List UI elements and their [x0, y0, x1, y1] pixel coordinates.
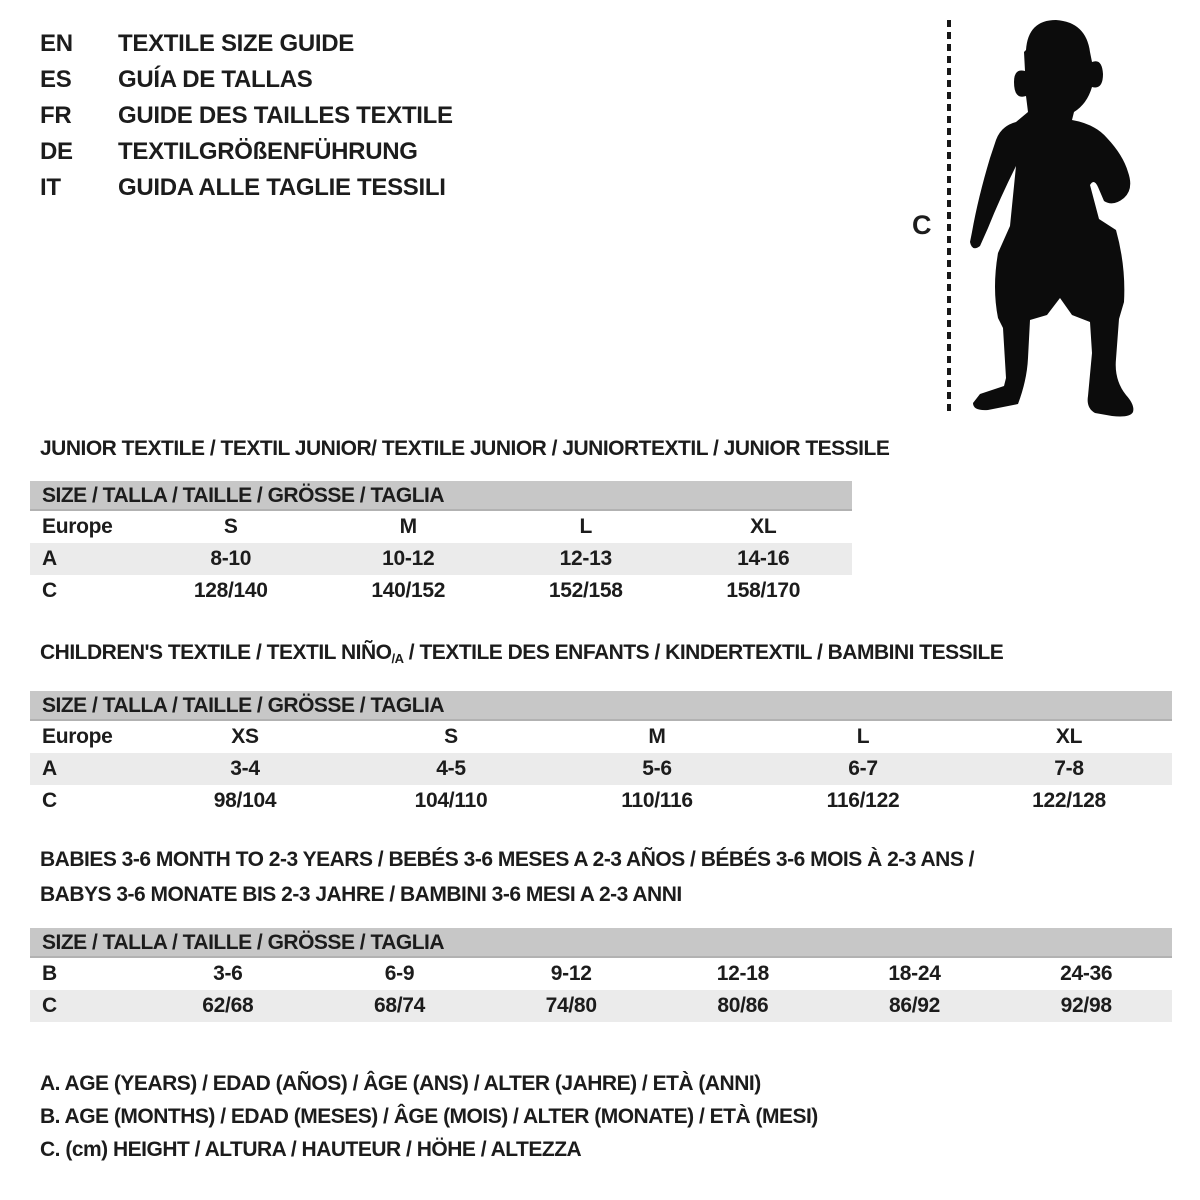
height-value: 104/110: [414, 789, 488, 812]
size-value: XS: [231, 725, 259, 748]
table-row-children-age: [30, 753, 1172, 785]
legend-age-years: A. AGE (YEARS) / EDAD (AÑOS) / ÂGE (ANS) / ALTER (JAHRE) / ETÀ (ANNI): [40, 1072, 761, 1095]
size-value: M: [648, 725, 666, 748]
lang-row-it: [40, 170, 453, 206]
junior-size-table: [30, 481, 852, 607]
lang-code-fr: FR: [40, 102, 72, 129]
age-months-value: 6-9: [384, 962, 415, 985]
junior-size-header-row: SIZE / TALLA / TAILLE / GRÖSSE / TAGLIA: [30, 481, 852, 511]
height-value: 122/128: [1032, 789, 1106, 812]
row-label: A: [42, 757, 57, 780]
height-value: 152/158: [548, 579, 623, 602]
lang-label-de: TEXTILGRÖßENFÜHRUNG: [118, 138, 418, 165]
size-value: L: [856, 725, 870, 748]
row-label: A: [42, 547, 57, 570]
size-value: XL: [1055, 725, 1083, 748]
toddler-silhouette-icon: [968, 18, 1138, 418]
table-row-junior-europe: [30, 511, 852, 543]
table-row-children-height: [30, 785, 1172, 817]
row-label: Europe: [42, 515, 113, 538]
lang-code-it: IT: [40, 174, 61, 201]
table-row-children-europe: [30, 721, 1172, 753]
lang-row-fr: [40, 98, 453, 134]
height-value: 128/140: [193, 579, 268, 602]
age-value: 4-5: [436, 757, 466, 780]
table-row-babies-months: [30, 958, 1172, 990]
lang-code-es: ES: [40, 66, 72, 93]
table-row-junior-age: [30, 543, 852, 575]
children-size-header-row: SIZE / TALLA / TAILLE / GRÖSSE / TAGLIA: [30, 691, 1172, 721]
height-value: 68/74: [373, 994, 426, 1017]
legend-height-cm: C. (cm) HEIGHT / ALTURA / HAUTEUR / HÖHE / ALTEZZA: [40, 1138, 582, 1161]
height-value: 110/116: [621, 789, 693, 812]
row-label: C: [42, 994, 57, 1017]
size-value: S: [444, 725, 458, 748]
size-value: S: [223, 515, 238, 538]
age-value: 10-12: [382, 547, 435, 570]
lang-label-es: GUÍA DE TALLAS: [118, 66, 313, 93]
height-measure-label: C: [912, 210, 932, 240]
table-row-junior-height: [30, 575, 852, 607]
children-title-subscript: /A: [391, 651, 404, 666]
age-months-value: 9-12: [550, 962, 592, 985]
age-months-value: 3-6: [213, 962, 243, 985]
row-label: Europe: [42, 725, 113, 748]
height-value: 86/92: [888, 994, 941, 1017]
babies-section-title-line1: BABIES 3-6 MONTH TO 2-3 YEARS / BEBÉS 3-6 MESES A 2-3 AÑOS / BÉBÉS 3-6 MOIS À 2-3 ANS /: [40, 848, 975, 871]
age-value: 6-7: [848, 757, 878, 780]
children-title-post: / TEXTILE DES ENFANTS / KINDERTEXTIL / BAMBINI TESSILE: [403, 641, 1004, 664]
children-size-table: [30, 691, 1172, 817]
children-title-pre: CHILDREN'S TEXTILE / TEXTIL NIÑO: [40, 641, 392, 664]
lang-code-en: EN: [40, 30, 73, 57]
babies-size-table: [30, 928, 1172, 1022]
height-measure-dotted-line: [947, 20, 951, 416]
height-value: 116/122: [826, 789, 900, 812]
size-value: XL: [750, 515, 777, 538]
babies-size-header-row: SIZE / TALLA / TAILLE / GRÖSSE / TAGLIA: [30, 928, 1172, 958]
lang-row-es: [40, 62, 453, 98]
age-value: 8-10: [210, 547, 252, 570]
age-value: 14-16: [737, 547, 790, 570]
age-value: 7-8: [1054, 757, 1084, 780]
lang-row-en: [40, 26, 453, 62]
age-months-value: 12-18: [716, 962, 769, 985]
height-value: 158/170: [726, 579, 801, 602]
lang-code-de: DE: [40, 138, 73, 165]
height-value: 140/152: [371, 579, 446, 602]
row-label: C: [42, 789, 57, 812]
language-header: [40, 26, 453, 206]
height-value: 62/68: [202, 994, 254, 1017]
height-value: 80/86: [717, 994, 769, 1017]
junior-section-title: JUNIOR TEXTILE / TEXTIL JUNIOR/ TEXTILE JUNIOR / JUNIORTEXTIL / JUNIOR TESSILE: [40, 437, 890, 460]
age-months-value: 18-24: [888, 962, 941, 985]
lang-label-it: GUIDA ALLE TAGLIE TESSILI: [118, 174, 446, 201]
height-value: 98/104: [213, 789, 277, 812]
lang-label-en: TEXTILE SIZE GUIDE: [118, 30, 354, 57]
age-value: 5-6: [642, 757, 672, 780]
table-row-babies-height: [30, 990, 1172, 1022]
row-label: C: [42, 579, 57, 602]
size-value: L: [579, 515, 593, 538]
age-value: 3-4: [230, 757, 260, 780]
row-label: B: [42, 962, 57, 985]
age-months-value: 24-36: [1060, 962, 1113, 985]
legend-age-months: B. AGE (MONTHS) / EDAD (MESES) / ÂGE (MOIS) / ALTER (MONATE) / ETÀ (MESI): [40, 1105, 818, 1128]
babies-section-title-line2: BABYS 3-6 MONATE BIS 2-3 JAHRE / BAMBINI 3-6 MESI A 2-3 ANNI: [40, 883, 682, 906]
height-value: 74/80: [545, 994, 597, 1017]
lang-row-de: [40, 134, 453, 170]
lang-label-fr: GUIDE DES TAILLES TEXTILE: [118, 102, 453, 129]
age-value: 12-13: [559, 547, 612, 570]
size-value: M: [399, 515, 417, 538]
children-section-title: [40, 641, 1003, 666]
height-value: 92/98: [1060, 994, 1112, 1017]
